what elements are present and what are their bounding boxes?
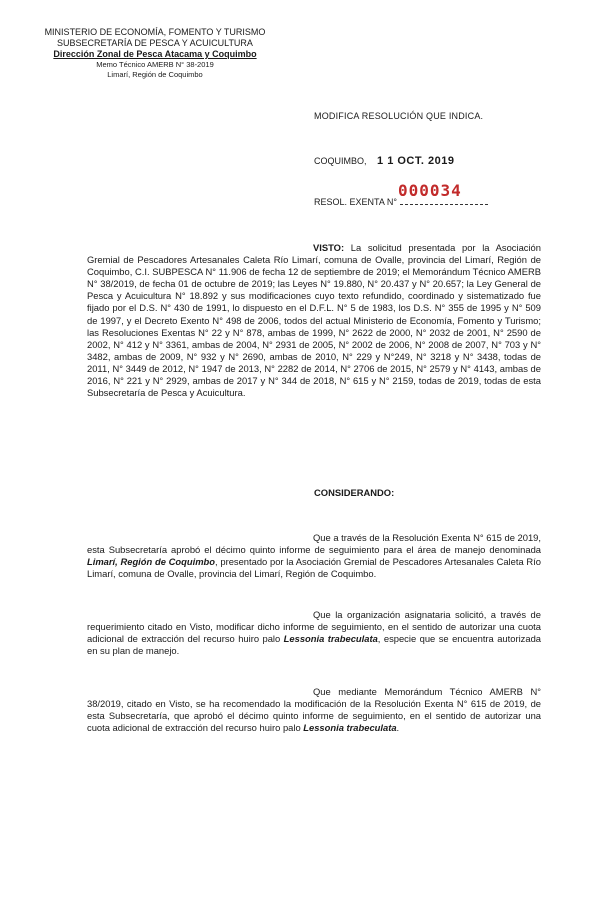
considerando-paragraph-1	[87, 532, 541, 580]
resolution-line	[314, 197, 488, 207]
considerando-heading: CONSIDERANDO:	[314, 487, 395, 498]
date-stamp: 1 1 OCT. 2019	[377, 155, 455, 167]
considerando-paragraph-2	[87, 609, 541, 657]
ministry-name: MINISTERIO DE ECONOMÍA, FOMENTO Y TURISMO	[44, 27, 266, 37]
visto-label: VISTO:	[313, 242, 345, 253]
p1-text-c: , presentado por la Asociación Gremial de Pescadores Artesanales Caleta Río Limarí, comuna de Ovalle, provincia del Limarí, Región de Coquimbo.	[87, 556, 541, 580]
visto-paragraph	[87, 242, 541, 399]
visto-text: La solicitud presentada por la Asociación Gremial de Pescadores Artesanales Caleta Río Limarí, comuna de Ovalle, provincia del Limarí, Región de Coquimbo, C.I. SUBPESCA N° 11.906 de fecha 12 de septiembre de 2019; el Memorándum Técnico AMERB N° 38/2019, de fecha 01 de octubre de 2019; las Leyes N° 19.880, N° 20.437 y N° 20.657; la Ley General de Pesca y Acuicultura N° 18.892 y sus modificaciones cuyo texto refundido, coordinado y sistematizado fue fijado por el D.S. N° 430 de 1991, lo dispuesto en el D.F.L. N° 5 de 1983, los D.S. N° 355 de 1995 y N° 509 de 1997, y el Decreto Exento N° 498 de 2006, todos del actual Ministerio de Economía, Fomento y Turismo; las Resoluciones Exentas N° 22 y N° 878, ambas de 1999, N° 2622 de 2000, N° 2032 de 2001, N° 2590 de 2002, N° 412 y N° 3361, ambas de 2004, N° 2931 de 2005, N° 2002 de 2006, N° 2008 de 2007, N° 703 y N° 3482, ambas de 2009, N° 932 y N° 2690, ambas de 2010, N° 229 y N°249, N° 3218 y N° 3438, todas de 2011, N° 3449 de 2012, N° 1947 de 2013, N° 2282 de 2014, N° 2706 de 2015, N° 2579 y N° 4143, ambas de 2016, N° 221 y N° 2929, ambas de 2017 y N° 344 de 2018, N° 615 y N° 2159, todas de 2019, todas de esta Subsecretaría de Pesca y Acuicultura.	[87, 242, 541, 399]
zonal-directorate: Dirección Zonal de Pesca Atacama y Coquimbo	[53, 49, 257, 59]
memo-reference: Memo Técnico AMERB N° 38-2019	[96, 60, 214, 69]
p3-text-a: Que mediante Memorándum Técnico AMERB N° 38/2019, citado en Visto, se ha recomendado la modificación de la Resolución Exenta N° 615 de 2019, de esta Subsecretaría, que aprobó el décimo quinto informe de seguimiento, en el sentido de autorizar una cuota adicional de extracción del recurso huiro palo	[87, 686, 541, 734]
p2-text-c: , especie que se encuentra autorizada en su plan de manejo.	[87, 633, 541, 657]
considerando-paragraph-3	[87, 686, 541, 734]
subsecretariat-name: SUBSECRETARÍA DE PESCA Y ACUICULTURA	[57, 38, 253, 48]
p3-text-c: .	[396, 722, 400, 734]
p2-species-name: Lessonia trabeculata	[283, 633, 378, 645]
document-title: MODIFICA RESOLUCIÓN QUE INDICA.	[314, 111, 484, 121]
resolution-number-blank	[400, 204, 488, 205]
resolution-label: RESOL. EXENTA N°	[314, 197, 397, 207]
p1-area-name: Limarí, Región de Coquimbo	[87, 556, 216, 568]
p2-text-a: Que la organización asignataria solicitó, a través de requerimiento citado en Visto, modificar dicho informe de seguimiento, en el sentido de autorizar una cuota adicional de extracción del recurso huiro palo	[87, 609, 541, 645]
p1-text-a: Que a través de la Resolución Exenta N° 615 de 2019, esta Subsecretaría aprobó el décimo quinto informe de seguimiento para el área de manejo denominada	[87, 532, 541, 556]
region-line: Limarí, Región de Coquimbo	[107, 70, 203, 79]
place-name: COQUIMBO,	[314, 156, 367, 166]
p3-species-name: Lessonia trabeculata	[303, 722, 397, 734]
letterhead	[40, 27, 270, 80]
place-date	[314, 155, 454, 167]
resolution-number-stamp: 000034	[398, 181, 462, 200]
